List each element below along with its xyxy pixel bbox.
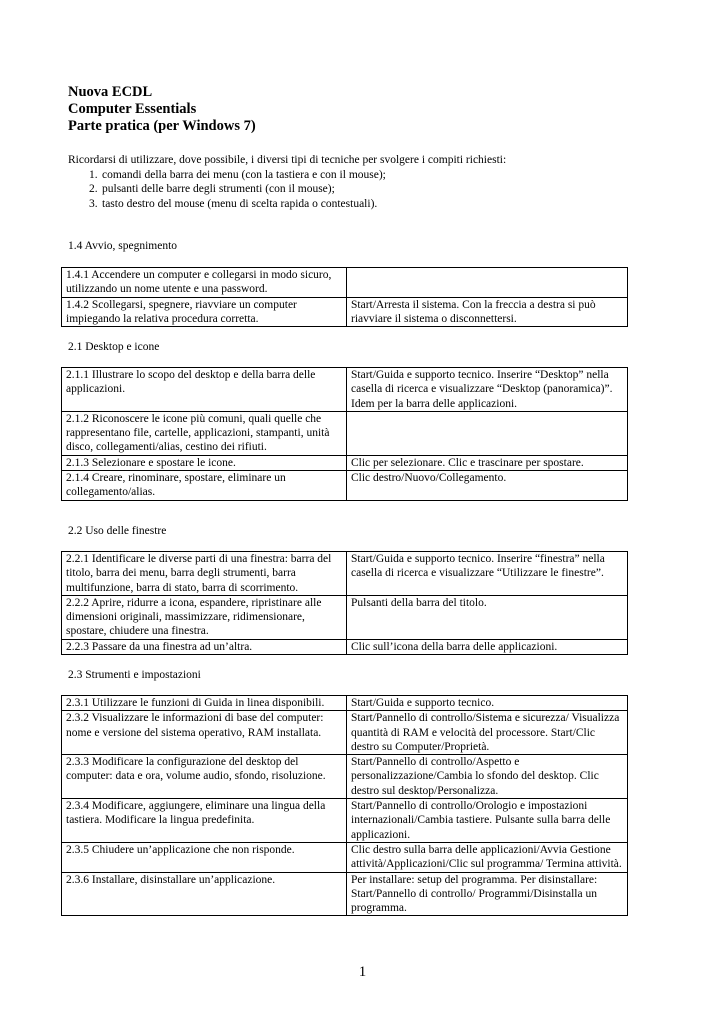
section-title: 2.1 Desktop e icone: [68, 341, 160, 353]
table-row: [62, 639, 628, 654]
answer-cell: [347, 411, 628, 455]
list-number: 1.: [89, 168, 98, 181]
table-row: [62, 711, 628, 755]
table-row: [62, 552, 628, 596]
task-cell: 2.1.4 Creare, rinominare, spostare, eliminare un collegamento/alias.: [62, 471, 347, 501]
answer-cell: Pulsanti della barra del titolo.: [347, 595, 628, 639]
table-row: [62, 872, 628, 916]
section-table: [61, 267, 628, 327]
answer-cell: Start/Guida e supporto tecnico.: [347, 696, 628, 711]
task-cell: 2.3.1 Utilizzare le funzioni di Guida in linea disponibili.: [62, 696, 347, 711]
list-text: pulsanti delle barre degli strumenti (con il mouse);: [102, 183, 335, 195]
intro-text: Ricordarsi di utilizzare, dove possibile, i diversi tipi di tecniche per svolgere i compiti richiesti:: [68, 154, 507, 166]
answer-cell: Clic destro sulla barra delle applicazioni/Avvia Gestione attività/Applicazioni/Clic sul programma/ Termina attività.: [347, 842, 628, 872]
task-cell: 2.2.3 Passare da una finestra ad un’altra.: [62, 639, 347, 654]
section-table: [61, 367, 628, 501]
list-number: 3.: [89, 197, 98, 210]
list-item: [68, 182, 668, 197]
task-cell: 1.4.1 Accendere un computer e collegarsi in modo sicuro, utilizzando un nome utente e una password.: [62, 268, 347, 298]
answer-cell: Start/Pannello di controllo/Sistema e sicurezza/ Visualizza quantità di RAM e velocità del processore. Start/Clic destro su Computer/Proprietà.: [347, 711, 628, 755]
answer-cell: Start/Arresta il sistema. Con la freccia a destra si può riavviare il sistema o disconnettersi.: [347, 297, 628, 327]
task-cell: 1.4.2 Scollegarsi, spegnere, riavviare un computer impiegando la relativa procedura corretta.: [62, 297, 347, 327]
task-cell: 2.3.5 Chiudere un’applicazione che non risponde.: [62, 842, 347, 872]
technique-list: [68, 168, 668, 212]
table-row: [62, 696, 628, 711]
table-row: [62, 799, 628, 843]
task-cell: 2.3.2 Visualizzare le informazioni di base del computer: nome e versione del sistema operativo, RAM installata.: [62, 711, 347, 755]
task-cell: 2.3.6 Installare, disinstallare un’applicazione.: [62, 872, 347, 916]
table-row: [62, 297, 628, 327]
section-title: 2.2 Uso delle finestre: [68, 525, 167, 537]
answer-cell: Start/Pannello di controllo/Aspetto e personalizzazione/Cambia lo sfondo del desktop. Clic destro sul desktop/Personalizza.: [347, 755, 628, 799]
table-row: [62, 411, 628, 455]
section-title: 2.3 Strumenti e impostazioni: [68, 669, 201, 681]
task-cell: 2.3.4 Modificare, aggiungere, eliminare una lingua della tastiera. Modificare la lingua predefinita.: [62, 799, 347, 843]
document-title: [68, 84, 256, 135]
title-line: Parte pratica (per Windows 7): [68, 118, 256, 134]
task-cell: 2.3.3 Modificare la configurazione del desktop del computer: data e ora, volume audio, sfondo, risoluzione.: [62, 755, 347, 799]
title-line: Nuova ECDL: [68, 84, 153, 100]
answer-cell: Clic destro/Nuovo/Collegamento.: [347, 471, 628, 501]
table-row: [62, 755, 628, 799]
answer-cell: Start/Guida e supporto tecnico. Inserire “finestra” nella casella di ricerca e visualizzare “Utilizzare le finestre”.: [347, 552, 628, 596]
table-row: [62, 268, 628, 298]
section-title: 1.4 Avvio, spegnimento: [68, 240, 178, 252]
table-row: [62, 595, 628, 639]
section-table: [61, 695, 628, 916]
answer-cell: Start/Pannello di controllo/Orologio e impostazioni internazionali/Cambia tastiere. Pulsante sulla barra delle applicazioni.: [347, 799, 628, 843]
list-item: [68, 197, 668, 212]
table-row: [62, 842, 628, 872]
table-row: [62, 455, 628, 470]
task-cell: 2.1.3 Selezionare e spostare le icone.: [62, 455, 347, 470]
list-text: tasto destro del mouse (menu di scelta rapida o contestuali).: [102, 197, 378, 210]
task-cell: 2.1.2 Riconoscere le icone più comuni, quali quelle che rappresentano file, cartelle, applicazioni, stampanti, unità disco, collegamenti/alias, cestino dei rifiuti.: [62, 411, 347, 455]
answer-cell: Clic sull’icona della barra delle applicazioni.: [347, 639, 628, 654]
list-item: [68, 168, 668, 183]
answer-cell: [347, 268, 628, 298]
list-text: comandi della barra dei menu (con la tastiera e con il mouse);: [102, 168, 386, 181]
title-line: Computer Essentials: [68, 101, 197, 117]
table-row: [62, 368, 628, 412]
answer-cell: Clic per selezionare. Clic e trascinare per spostare.: [347, 455, 628, 470]
intro-block: [68, 153, 668, 211]
answer-cell: Start/Guida e supporto tecnico. Inserire “Desktop” nella casella di ricerca e visualizzare “Desktop (panoramica)”. Idem per la barra delle applicazioni.: [347, 368, 628, 412]
page-number: 1: [358, 964, 367, 980]
task-cell: 2.2.1 Identificare le diverse parti di una finestra: barra del titolo, barra dei menu, barra degli strumenti, barra multifunzione, barra di stato, barra di scorrimento.: [62, 552, 347, 596]
list-number: 2.: [89, 183, 98, 195]
answer-cell: Per installare: setup del programma. Per disinstallare: Start/Pannello di controllo/ Programmi/Disinstalla un programma.: [347, 872, 628, 916]
task-cell: 2.1.1 Illustrare lo scopo del desktop e della barra delle applicazioni.: [62, 368, 347, 412]
section-table: [61, 551, 628, 655]
table-row: [62, 471, 628, 501]
task-cell: 2.2.2 Aprire, ridurre a icona, espandere, ripristinare alle dimensioni originali, massimizzare, ridimensionare, spostare, chiudere una finestra.: [62, 595, 347, 639]
